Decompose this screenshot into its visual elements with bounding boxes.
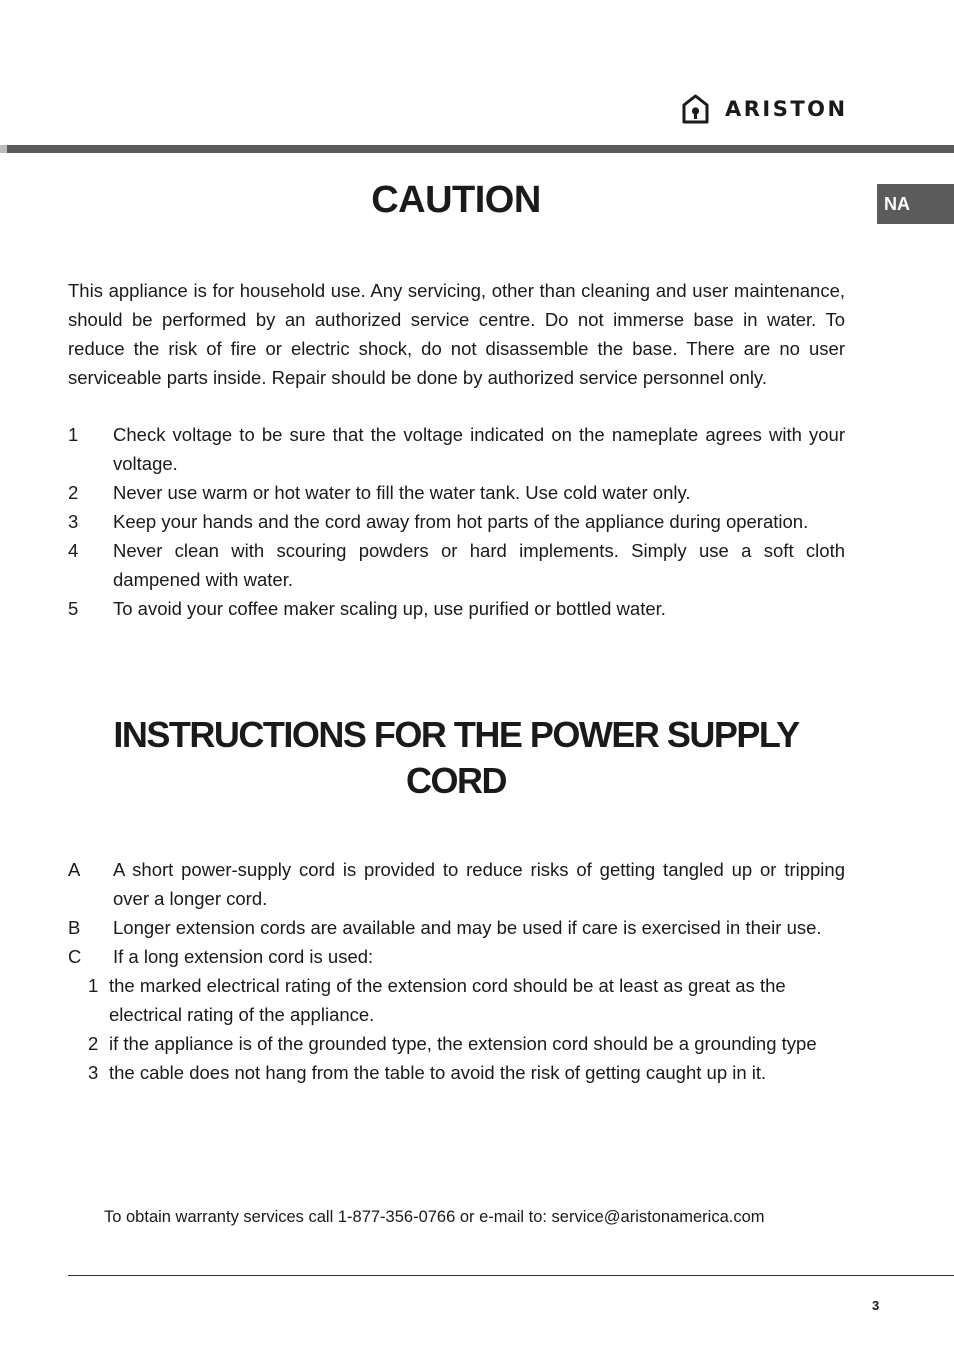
language-tab: NA [877, 184, 954, 224]
list-item [68, 913, 845, 942]
list-item [68, 942, 845, 971]
list-text: To avoid your coffee maker scaling up, use purified or bottled water. [113, 598, 666, 619]
list-marker: 1 [68, 424, 79, 445]
list-text: the cable does not hang from the table to avoid the risk of getting caught up in it. [109, 1062, 767, 1083]
caution-intro: This appliance is for household use. Any servicing, other than cleaning and user maintenance, should be performed by an authorized service centre. Do not immerse base in water. To reduce the risk of fire or electric shock, do not disassemble the base. There are no user serviceable parts inside. Repair should be done by authorized service personnel only. [68, 280, 845, 388]
list-item [68, 478, 845, 507]
list-marker: 5 [68, 598, 79, 619]
caution-list [68, 420, 845, 623]
brand-name: ARISTON [725, 97, 848, 121]
list-text: Longer extension cords are available and may be used if care is exercised in their use. [113, 917, 822, 938]
list-item [68, 855, 845, 913]
list-text: Check voltage to be sure that the voltage indicated on the nameplate agrees with your voltage. [113, 424, 845, 474]
list-marker: 3 [68, 511, 79, 532]
list-marker: 2 [68, 482, 79, 503]
list-marker: 1 [88, 975, 99, 996]
list-marker: 2 [88, 1033, 99, 1054]
list-text: if the appliance is of the grounded type, the extension cord should be a grounding type [109, 1033, 817, 1054]
list-marker: 4 [68, 540, 79, 561]
list-text: Never use warm or hot water to fill the water tank. Use cold water only. [113, 482, 691, 503]
list-item [88, 1058, 845, 1087]
power-cord-list [68, 855, 845, 971]
list-item [88, 971, 845, 1029]
list-text: A short power-supply cord is provided to reduce risks of getting tangled up or tripping over a longer cord. [113, 859, 845, 909]
list-marker: A [68, 859, 81, 880]
list-item [68, 594, 845, 623]
list-text: Keep your hands and the cord away from hot parts of the appliance during operation. [113, 511, 809, 532]
list-text: Never clean with scouring powders or hard implements. Simply use a soft cloth dampened with water. [113, 540, 845, 590]
power-cord-title-line2: CORD [406, 760, 506, 801]
list-marker: B [68, 917, 81, 938]
list-text: the marked electrical rating of the extension cord should be at least as great as the electrical rating of the appliance. [109, 975, 786, 1025]
list-marker: 3 [88, 1062, 99, 1083]
list-item [88, 1029, 845, 1058]
brand-logo [682, 94, 848, 124]
list-text: If a long extension cord is used: [113, 946, 374, 967]
header-rule [0, 145, 954, 153]
list-item [68, 420, 845, 478]
caution-title: CAUTION [371, 179, 541, 221]
page-number: 3 [872, 1298, 880, 1313]
list-item [68, 536, 845, 594]
warranty-notice: To obtain warranty services call 1-877-356-0766 or e-mail to: service@aristonamerica.com [104, 1208, 765, 1226]
list-item [68, 507, 845, 536]
extension-cord-sublist [88, 971, 845, 1087]
power-cord-title [0, 712, 912, 804]
list-marker: C [68, 946, 82, 967]
house-logo-icon [682, 94, 709, 124]
footer-rule [68, 1275, 954, 1276]
power-cord-title-line1: INSTRUCTIONS FOR THE POWER SUPPLY [113, 714, 799, 755]
